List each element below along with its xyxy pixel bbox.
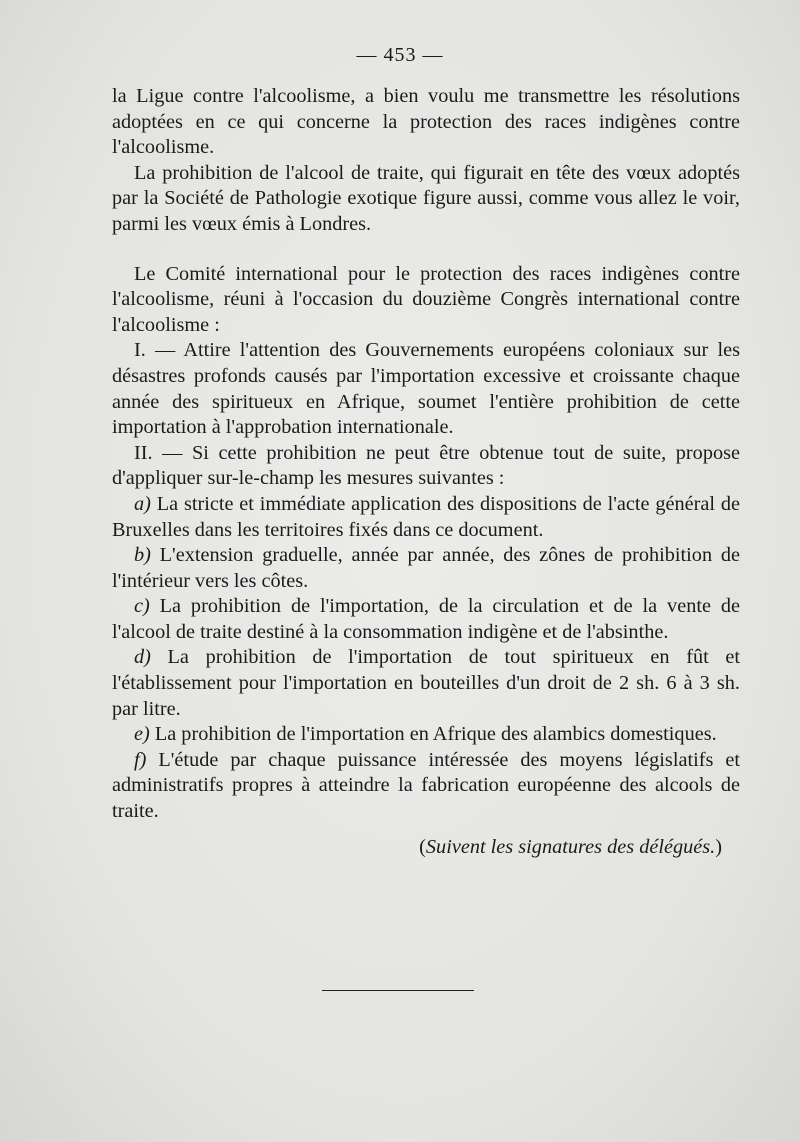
body-text — [112, 84, 740, 860]
measure-text: La prohibition de l'importation en Afrique des alambics domestiques. — [154, 723, 717, 746]
resolution-two: II. — Si cette prohibition ne peut être obtenue tout de suite, propose d'appliquer sur-le-champ les mesures suivantes : — [112, 441, 740, 490]
measure-letter: b) — [134, 544, 151, 567]
measure-text: La stricte et immédiate application des dispositions de l'acte général de Bruxelles dans les territoires fixés dans ce document. — [112, 492, 741, 541]
paragraph-continuation: la Ligue contre l'alcoolisme, a bien voulu me transmettre les résolutions adoptées en ce qui concerne la protection des races indigènes contre l'alcoolisme. — [112, 85, 740, 159]
measure-letter: f) — [134, 748, 147, 771]
measure-text: La prohibition de l'importation, de la circulation et de la vente de l'alcool de traite destiné à la consommation indigène et de l'absinthe. — [112, 595, 740, 643]
measure-e — [112, 722, 740, 748]
measure-letter: c) — [134, 595, 150, 618]
measure-text: L'extension graduelle, année par année, des zônes de prohibition de l'intérieur vers les côtes. — [112, 544, 740, 592]
measure-a — [112, 492, 740, 543]
measure-f — [112, 748, 740, 825]
page-number: — 453 — — [356, 44, 444, 66]
measure-letter: d) — [134, 646, 151, 669]
paragraph-prohibition: La prohibition de l'alcool de traite, qui figurait en tête des vœux adoptés par la Société de Pathologie exotique figure aussi, comme vous allez le voir, parmi les vœux émis à Londres. — [112, 161, 740, 235]
measure-c — [112, 594, 740, 645]
signature-line — [112, 835, 740, 861]
resolution-one: I. — Attire l'attention des Gouvernements européens coloniaux sur les désastres profonds causés par l'importation excessive et croissante chaque année des spiritueux en Afrique, soumet l'entière prohibition de cette importation à l'approbation internationale. — [112, 339, 740, 439]
measure-d — [112, 645, 740, 722]
measure-text: La prohibition de l'importation de tout spiritueux en fût et l'établissement pour l'importation en bouteilles d'un droit de 2 sh. 6 à 3 sh. par litre. — [112, 646, 740, 720]
measure-b — [112, 543, 740, 594]
closing-rule — [322, 990, 474, 991]
signature-open-paren: ( — [419, 835, 426, 858]
signature-close-paren: ) — [715, 835, 722, 858]
measure-text: L'étude par chaque puissance intéressée des moyens législatifs et administratifs propres à atteindre la fabrication européenne des alcools de traite. — [112, 748, 740, 823]
paragraph-committee: Le Comité international pour le protection des races indigènes contre l'alcoolisme, réuni à l'occasion du douzième Congrès international contre l'alcoolisme : — [112, 262, 740, 336]
measure-letter: e) — [134, 723, 150, 746]
signature-text: Suivent les signatures des délégués. — [425, 835, 716, 858]
paragraph-gap — [112, 238, 740, 262]
measure-letter: a) — [134, 492, 151, 515]
